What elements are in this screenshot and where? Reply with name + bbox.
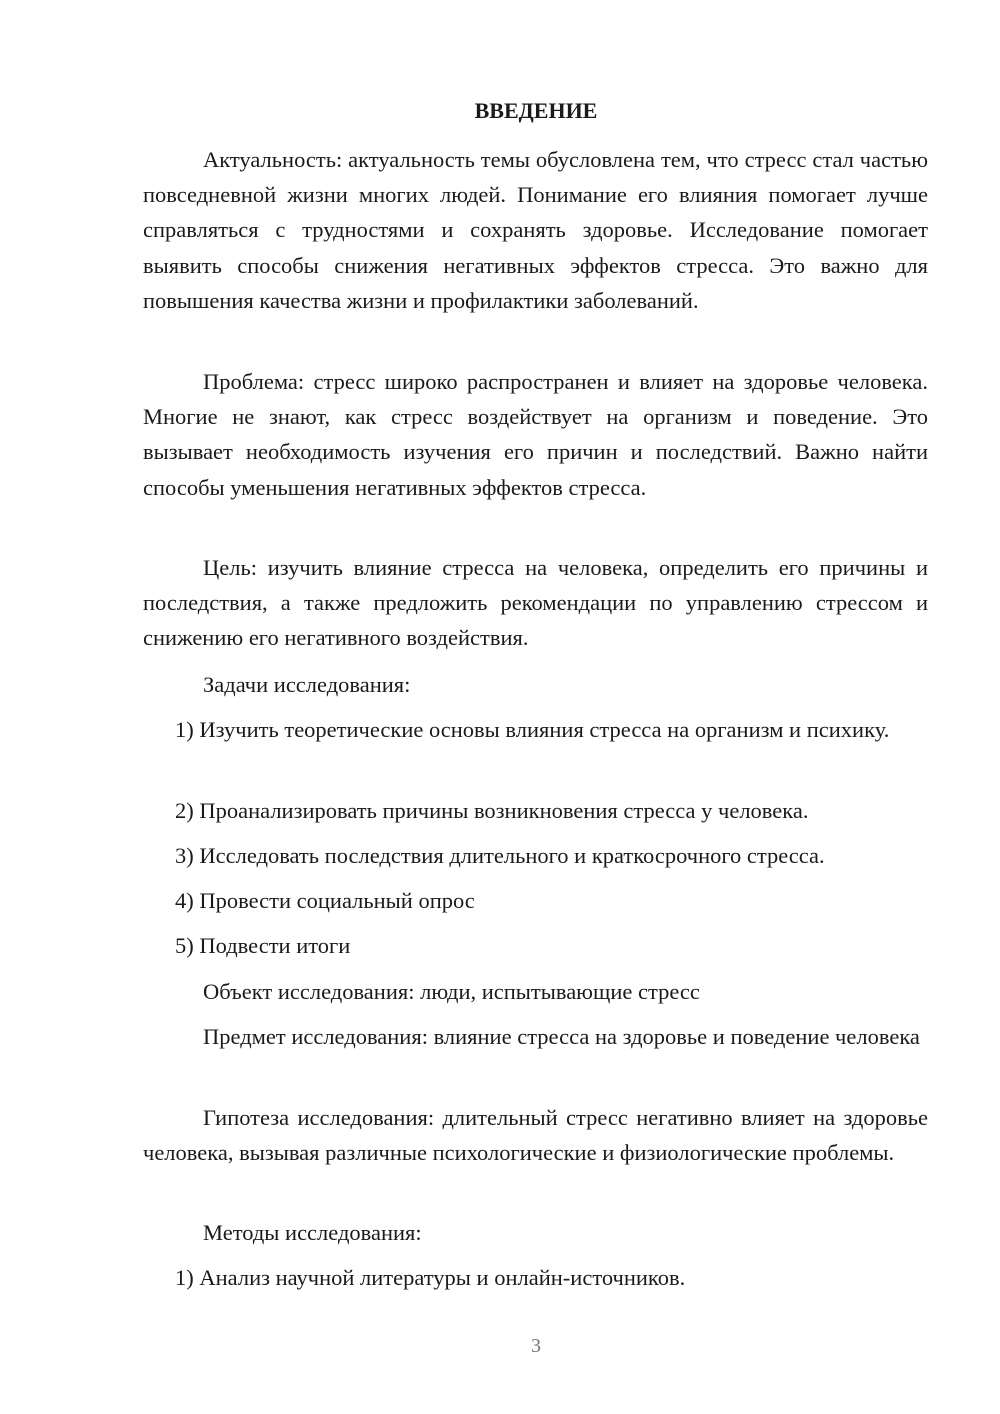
- task-item-4: 4) Провести социальный опрос: [175, 888, 475, 913]
- research-object: Объект исследования: люди, испытывающие стресс: [203, 979, 700, 1004]
- problem-paragraph: Проблема: стресс широко распространен и влияет на здоровье человека. Многие не знают, как стресс воздействует на организм и поведение. Это вызывает необходимость изучения его причин и последствий. Важно найти способы уменьшения негативных эффектов стресса.: [143, 369, 928, 500]
- page-number: 3: [531, 1335, 541, 1357]
- goal-paragraph: Цель: изучить влияние стресса на человека, определить его причины и последствия, а также предложить рекомендации по управлению стрессом и снижению его негативного воздействия.: [143, 555, 928, 651]
- section-title: ВВЕДЕНИЕ: [474, 98, 598, 123]
- method-item-1: 1) Анализ научной литературы и онлайн-источников.: [175, 1265, 686, 1290]
- task-item-1: 1) Изучить теоретические основы влияния стресса на организм и психику.: [175, 717, 890, 742]
- tasks-heading: Задачи исследования:: [203, 672, 411, 697]
- relevance-paragraph: Актуальность: актуальность темы обусловлена тем, что стресс стал частью повседневной жизни многих людей. Понимание его влияния помогает лучше справляться с трудностями и сохранять здоровье. Исследование помогает выявить способы снижения негативных эффектов стресса. Это важно для повышения качества жизни и профилактики заболеваний.: [143, 147, 928, 313]
- task-item-2: 2) Проанализировать причины возникновения стресса у человека.: [175, 798, 809, 823]
- methods-heading: Методы исследования:: [203, 1220, 422, 1245]
- task-item-3: 3) Исследовать последствия длительного и краткосрочного стресса.: [175, 843, 825, 868]
- research-subject: Предмет исследования: влияние стресса на здоровье и поведение человека: [203, 1024, 920, 1049]
- research-hypothesis: Гипотеза исследования: длительный стресс негативно влияет на здоровье человека, вызывая различные психологические и физиологические проблемы.: [143, 1105, 928, 1166]
- task-item-5: 5) Подвести итоги: [175, 933, 351, 958]
